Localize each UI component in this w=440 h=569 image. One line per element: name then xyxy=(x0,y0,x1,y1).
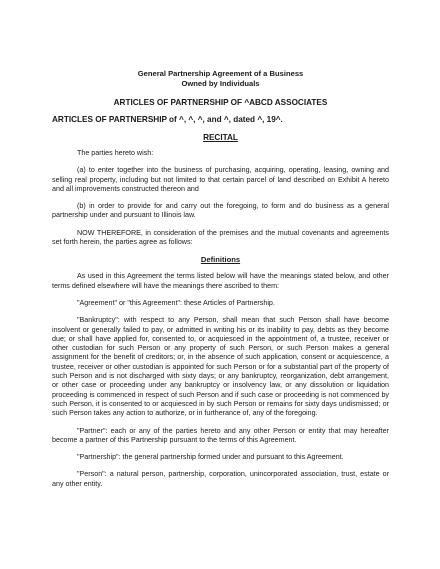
definitions-heading: Definitions xyxy=(200,255,241,265)
recital-paragraph-b: (b) in order to provide for and carry out the foregoing, to form and do business as a general partnership under and pursuant to Illinois law. xyxy=(52,202,389,220)
recital-heading: RECITAL xyxy=(203,133,238,142)
parties-wish-text: The parties hereto wish: xyxy=(77,149,154,157)
document-title-line-2: Owned by Individuals xyxy=(181,79,260,88)
definitions-intro: As used in this Agreement the terms listed below will have the meanings stated below, and other terms defined elsewhere will have the meanings there ascribed to them: xyxy=(52,272,389,290)
definition-agreement: "Agreement" or "this Agreement": these Articles of Partnership. xyxy=(77,298,275,307)
definition-partner: "Partner": each or any of the parties hereto and any other Person or entity that may hereafter become a partner of this Partnership pursuant to the terms of this Agreement. xyxy=(52,426,389,444)
definition-partnership: "Partnership": the general partnership formed under and pursuant to this Agreement. xyxy=(77,453,344,462)
definition-person: "Person": a natural person, partnership, corporation, unincorporated association, trust, estate or any other entity. xyxy=(52,470,389,488)
now-therefore-paragraph: NOW THEREFORE, in consideration of the premises and the mutual covenants and agreements set forth herein, the parties agree as follows: xyxy=(52,228,389,247)
document-page xyxy=(52,69,389,489)
document-title-line-1: General Partnership Agreement of a Business xyxy=(137,69,304,78)
recital-paragraph-a: (a) to enter together into the business of purchasing, acquiring, operating, leasing, owning and selling real property, including but not limited to that certain parcel of land described on Exhibit A hereto and all improvements constructed thereon and xyxy=(52,166,389,193)
definition-bankruptcy: "Bankruptcy": with respect to any Person, shall mean that such Person shall have become insolvent or generally failed to pay, or admitted in writing his or its inability to pay, debts as they become due; or shall have applied for, consented to, or acquiesced in the appointment of, a trustee, receiver or other custodian for such Person or any property of such Person, or such Person makes a general assignment for the benefit of creditors; or, in the absence of such application, consent or acquiescence, a trustee, receiver or other custodian is appointed for such Person or for a substantial part of the property of such Person and is not discharged with sixty days; or any bankruptcy, reorganization, debt arrangement, or other case or proceeding under any bankruptcy or insolvency law, or any dissolution or liquidation proceeding is commenced in respect of such Person and if such case or proceeding is not commenced by such Person, it is consented to or acquiesced in by such Person or remains for sixty days undismissed; or such Person takes any action to authorize, or in furtherance of, any of the foregoing. xyxy=(52,316,389,418)
articles-heading: ARTICLES OF PARTNERSHIP OF ^ABCD ASSOCIATES xyxy=(113,98,328,107)
articles-dated-heading: ARTICLES OF PARTNERSHIP of ^, ^, ^, and ^, dated ^, 19^. xyxy=(52,115,283,124)
